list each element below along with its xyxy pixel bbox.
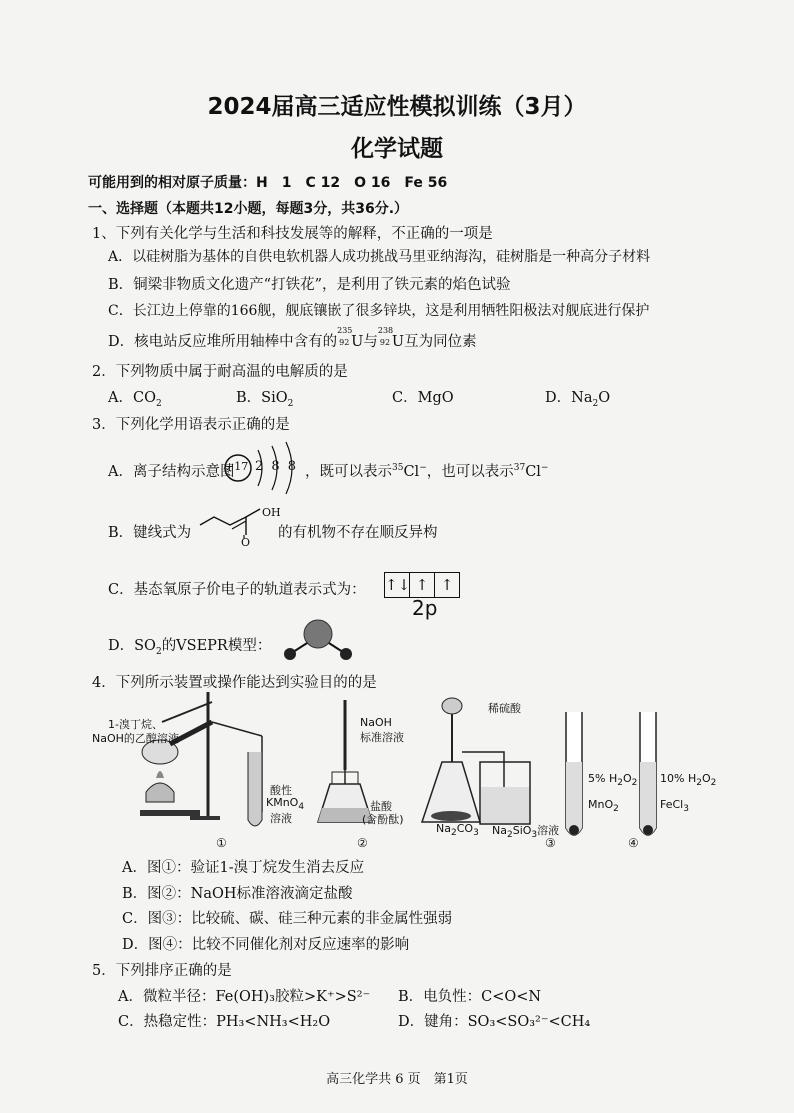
subject-title: 化学试题: [351, 136, 443, 162]
q1-d-text-3: U互为同位素: [391, 334, 477, 350]
q3-a-mid: ，也可以表示: [426, 464, 514, 480]
q5-option-a: A．微粒半径：Fe(OH)₃胶粒>K⁺>S²⁻: [118, 989, 371, 1005]
fig1-reagent-3: 溶液: [270, 812, 292, 825]
q3-a-ion1: Cl: [403, 464, 420, 480]
orbital-box-1: ↑↓: [385, 573, 410, 597]
h2o2-5-text: 5% H: [588, 772, 618, 785]
q4-option-c: C．图③：比较硫、碳、硅三种元素的非金属性强弱: [122, 911, 453, 927]
q2-b-sub: 2: [287, 398, 294, 409]
fig3-label-1: 稀硫酸: [488, 702, 521, 715]
q4-stem: 4．下列所示装置或操作能达到实验目的的是: [92, 675, 377, 691]
orbital-box-2: ↑: [410, 573, 435, 597]
isotope-u238: [377, 326, 394, 348]
q2-d-sub: 2: [592, 398, 599, 409]
fig2-label-3: 盐酸: [370, 800, 392, 813]
fig-number-3: ③: [545, 836, 556, 850]
q5-option-b: B．电负性：C<O<N: [398, 989, 542, 1005]
q1-d-text-1: D．核电站反应堆所用轴棒中含有的: [108, 334, 338, 350]
q3-a-ion2: Cl: [525, 464, 541, 480]
q3-option-b-rest: 的有机物不存在顺反异构: [278, 525, 438, 541]
fig1-reagent-1: 酸性: [270, 784, 292, 797]
atomic-masses: 可能用到的相对原子质量：H 1 C 12 O 16 Fe 56: [88, 175, 448, 191]
iso2-num: 92: [379, 338, 391, 347]
kmno4-text: KMnO: [266, 796, 299, 809]
q3-option-a-text: A．离子结构示意图: [108, 464, 235, 480]
ion-nucleus: +17: [225, 460, 249, 473]
q1-stem: 1、下列有关化学与生活和科技发展等的解释，不正确的一项是: [92, 226, 493, 242]
ion-shells: 2 8 8: [255, 459, 297, 474]
h2o2-10-sub2: 2: [710, 778, 717, 789]
fig2-label-1: NaOH: [360, 716, 392, 729]
skeletal-o: O: [241, 536, 251, 549]
q3-d-pre: D．SO: [108, 638, 156, 654]
q1-option-b: B．铜梁非物质文化遗产“打铁花”，是利用了铁元素的焰色试验: [108, 277, 511, 293]
q3-d-post: 的VSEPR模型：: [161, 638, 272, 654]
na2sio3-sio: SiO: [512, 824, 532, 837]
skeletal-oh: OH: [262, 506, 281, 519]
mno2-sub: 2: [613, 804, 619, 815]
minus-sign: −: [419, 463, 427, 474]
fig-number-4: ④: [628, 836, 639, 850]
q3-option-c-text: C．基态氧原子价电子的轨道表示式为：: [108, 582, 366, 598]
fig4-label-2: [588, 798, 619, 814]
q3-stem: 3．下列化学用语表示正确的是: [92, 417, 290, 433]
q2-a-text: A．CO: [108, 390, 156, 406]
na2sio3-na: Na: [492, 824, 507, 837]
na2sio3-sub2: 2: [506, 830, 513, 841]
page-title: 2024届高三适应性模拟训练（3月）: [207, 94, 587, 120]
q5-option-c: C．热稳定性：PH₃<NH₃<H₂O: [118, 1014, 331, 1030]
q1-d-text-2: U与: [351, 334, 378, 350]
q1-option-a: A．以硅树脂为基体的自供电软机器人成功挑战马里亚纳海沟，硅树脂是一种高分子材料: [108, 249, 651, 265]
h2o2-5-o: O: [622, 772, 632, 785]
q3-option-d-text: [108, 634, 271, 657]
q2-option-b: [236, 386, 293, 409]
q3-a-iso1: 35: [392, 463, 404, 474]
iso2-mass: 238: [377, 326, 394, 335]
h2o2-10-sub1: 2: [696, 778, 702, 789]
orbital-diagram: [384, 572, 460, 598]
q1-option-d: [108, 326, 477, 351]
na2co3-sub2: 2: [450, 828, 457, 839]
h2o2-5-sub1: 2: [617, 778, 623, 789]
na2sio3-sub3: 3: [531, 830, 538, 841]
fig-number-2: ②: [357, 836, 368, 850]
kmno4-sub: 4: [298, 802, 305, 813]
q2-option-d: [545, 386, 610, 409]
q1-option-c: C．长江边上停靠的166舰，舰底镶嵌了很多锌块，这是利用牺牲阳极法对舰底进行保护: [108, 303, 650, 319]
orbital-label: 2p: [412, 596, 438, 620]
mno2-text: MnO: [588, 798, 614, 811]
page-footer: 高三化学共 6 页 第1页: [326, 1072, 468, 1087]
q4-option-d: D．图④：比较不同催化剂对反应速率的影响: [122, 937, 410, 953]
orbital-box-3: ↑: [440, 576, 454, 594]
q2-d-post: O: [598, 390, 611, 406]
fig1-label-2: NaOH的乙醇溶液: [92, 732, 179, 745]
na2sio3-sol: 溶液: [537, 824, 560, 837]
fig4-label-1: [588, 772, 637, 788]
iso1-num: 92: [339, 338, 350, 347]
h2o2-10-text: 10% H: [660, 772, 697, 785]
na2co3-co: CO: [456, 822, 474, 835]
na2co3-na: Na: [436, 822, 451, 835]
q2-d-text: D．Na: [545, 390, 593, 406]
q3-a-post: ，既可以表示: [305, 464, 392, 480]
q4-option-a: A．图①：验证1-溴丁烷发生消去反应: [122, 860, 365, 876]
fig1-label-1: 1-溴丁烷、: [108, 718, 163, 731]
q3-d-sub: 2: [155, 646, 162, 657]
fig3-label-2: [436, 822, 479, 838]
q2-option-c: C．MgO: [392, 390, 454, 406]
fig-number-1: ①: [216, 836, 227, 850]
q2-option-a: [108, 386, 162, 409]
q2-a-sub: 2: [155, 398, 162, 409]
na2co3-sub3: 3: [473, 828, 479, 839]
vsepr-model: [278, 616, 358, 662]
fig2-label-4: (含酚酞): [362, 813, 404, 826]
q3-a-iso2: 37: [513, 463, 526, 474]
h2o2-5-sub2: 2: [631, 778, 638, 789]
q2-stem: 2．下列物质中属于耐高温的电解质的是: [92, 364, 348, 380]
q4-option-b: B．图②：NaOH标准溶液滴定盐酸: [122, 886, 353, 902]
q5-option-d: D．键角：SO₃<SO₃²⁻<CH₄: [398, 1014, 591, 1030]
q2-b-text: B．SiO: [236, 390, 288, 406]
fig2-label-2: 标准溶液: [360, 731, 404, 744]
minus-sign-2: −: [540, 463, 549, 474]
iso1-mass: 235: [337, 326, 353, 335]
fig4-label-3: [660, 772, 716, 788]
isotope-u235: [337, 326, 353, 348]
fecl3-text: FeCl: [660, 798, 684, 811]
q3-option-a-rest: [305, 460, 548, 481]
q3-option-b-text: B．键线式为: [108, 525, 192, 541]
q5-stem: 5．下列排序正确的是: [92, 963, 232, 979]
h2o2-10-o: O: [701, 772, 711, 785]
fig4-label-4: [660, 798, 689, 814]
fecl3-sub: 3: [683, 804, 689, 815]
section-heading: 一、选择题（本题共12小题，每题3分，共36分.）: [88, 201, 409, 217]
